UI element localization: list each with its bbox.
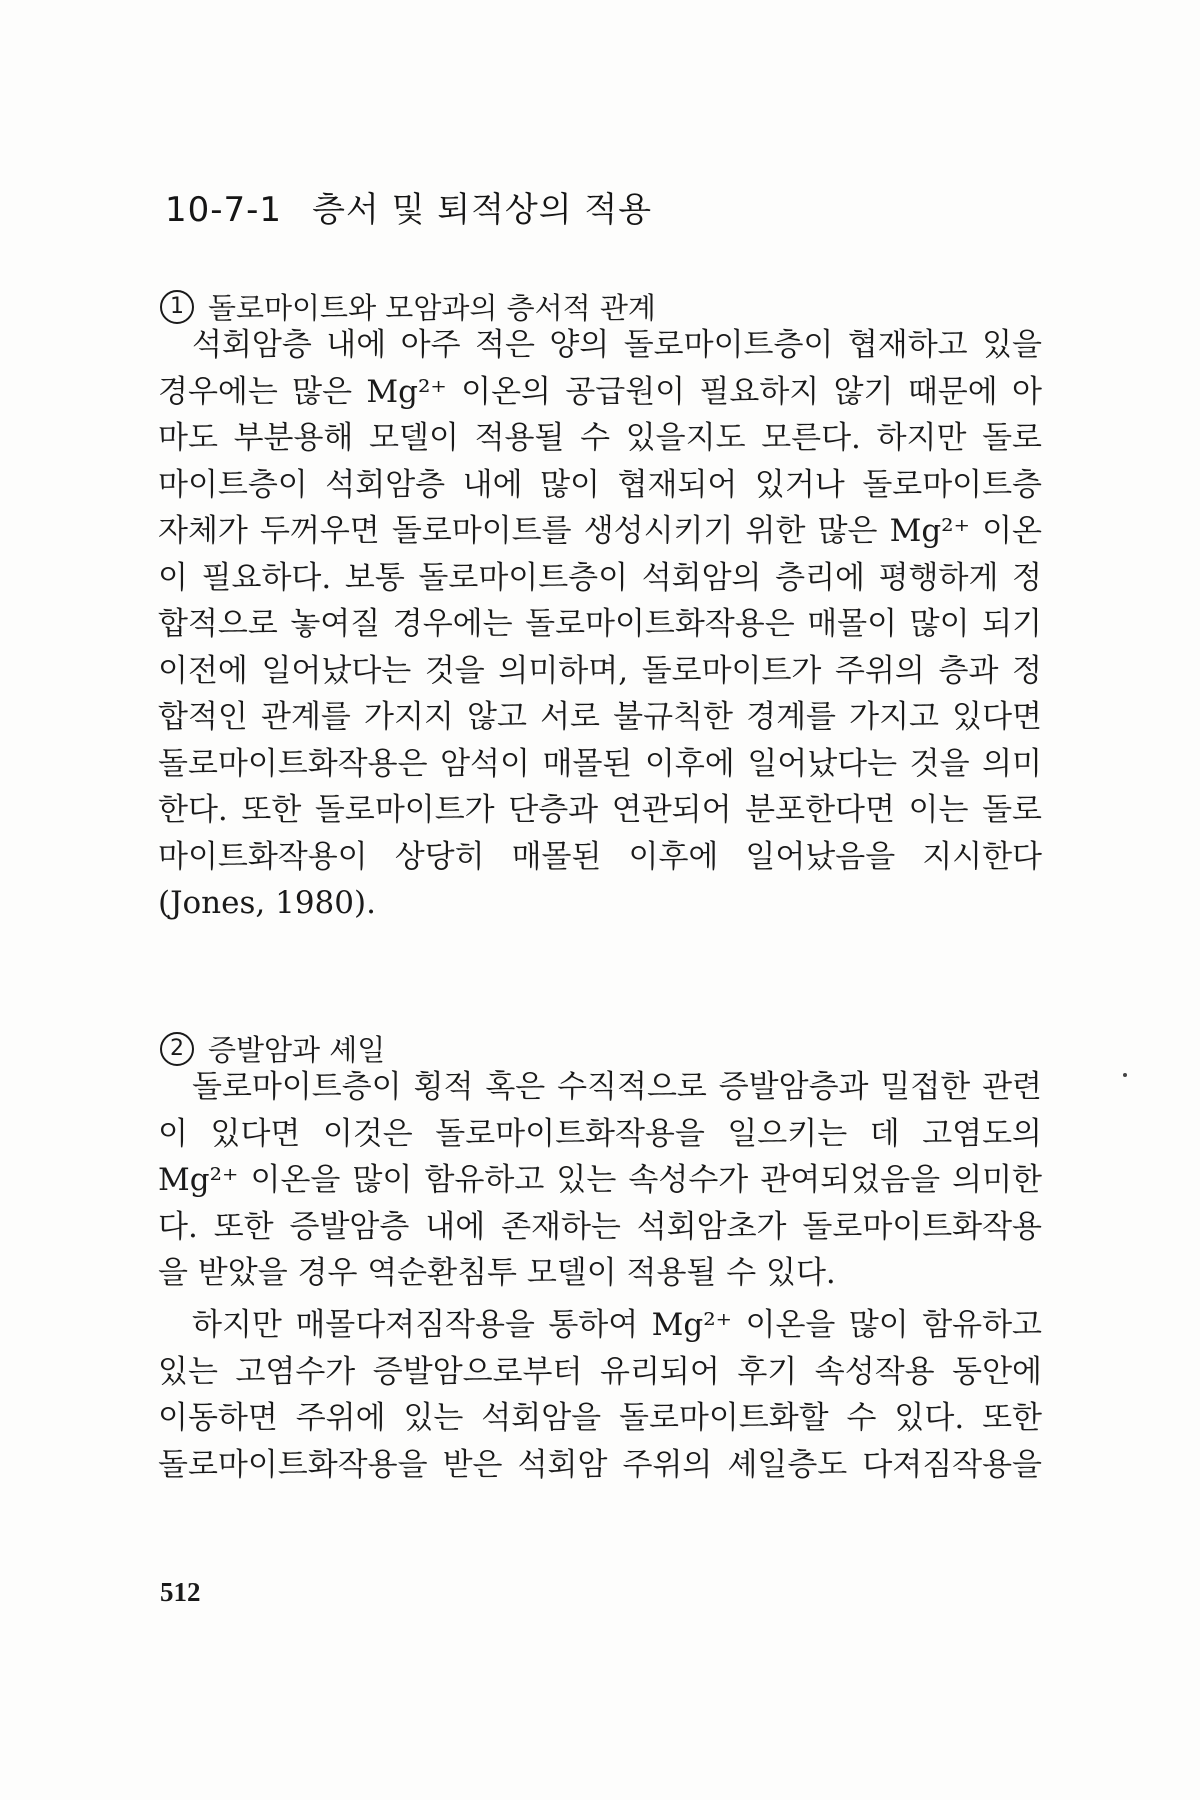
text-line: 합적인 관계를 가지지 않고 서로 불규칙한 경계를 가지고 있다면 — [158, 699, 1042, 735]
text-line: 경우에는 많은 Mg²⁺ 이온의 공급원이 필요하지 않기 때문에 아 — [158, 373, 1042, 410]
text-line: 하지만 매몰다져짐작용을 통하여 Mg²⁺ 이온을 많이 함유하고 — [192, 1307, 1042, 1343]
text-line: Mg²⁺ 이온을 많이 함유하고 있는 속성수가 관여되었음을 의미한 — [158, 1162, 1042, 1198]
text-line: 이 필요하다. 보통 돌로마이트층이 석회암의 층리에 평행하게 정 — [158, 559, 1042, 596]
section-heading — [165, 182, 652, 231]
text-line: 을 받았을 경우 역순환침투 모델이 적용될 수 있다. — [158, 1255, 836, 1291]
text-line: (Jones, 1980). — [158, 885, 376, 921]
paragraph-evaporite-1 — [158, 1064, 1042, 1297]
subsection-heading-1 — [160, 286, 656, 327]
subsection-heading-2 — [160, 1028, 385, 1069]
text-line: 돌로마이트층이 횡적 혹은 수직적으로 증발암층과 밀접한 관련 — [192, 1069, 1042, 1105]
text-line: 돌로마이트화작용은 암석이 매몰된 이후에 일어났다는 것을 의미 — [158, 745, 1042, 782]
text-line: 마이트화작용이 상당히 매몰된 이후에 일어났음을 지시한다 — [158, 838, 1042, 875]
text-line: 한다. 또한 돌로마이트가 단층과 연관되어 분포한다면 이는 돌로 — [158, 792, 1042, 828]
text-line: 이 있다면 이것은 돌로마이트화작용을 일으키는 데 고염도의 — [158, 1115, 1042, 1152]
subsection-title-2: 증발암과 셰일 — [208, 1033, 386, 1067]
text-line: 다. 또한 증발암층 내에 존재하는 석회암초가 돌로마이트화작용 — [158, 1208, 1042, 1245]
text-line: 마이트층이 석회암층 내에 많이 협재되어 있거나 돌로마이트층 — [158, 466, 1042, 503]
text-line: 돌로마이트화작용을 받은 석회암 주위의 셰일층도 다져짐작용을 — [158, 1446, 1042, 1483]
text-line: 이전에 일어났다는 것을 의미하며, 돌로마이트가 주위의 층과 정 — [158, 652, 1042, 689]
section-title: 층서 및 퇴적상의 적용 — [312, 190, 653, 230]
text-line: 마도 부분용해 모델이 적용될 수 있을지도 모른다. 하지만 돌로 — [158, 420, 1042, 456]
text-line: 있는 고염수가 증발암으로부터 유리되어 후기 속성작용 동안에 — [158, 1353, 1042, 1390]
circled-number-2: 2 — [160, 1032, 194, 1066]
text-line: 합적으로 놓여질 경우에는 돌로마이트화작용은 매몰이 많이 되기 — [158, 606, 1042, 642]
subsection-title-1: 돌로마이트와 모암과의 층서적 관계 — [208, 291, 656, 325]
section-number: 10-7-1 — [165, 190, 283, 230]
circled-number-1: 1 — [160, 290, 194, 324]
paragraph-stratigraphic-relation — [158, 322, 1042, 927]
text-line: 석회암층 내에 아주 적은 양의 돌로마이트층이 협재하고 있을 — [192, 327, 1042, 363]
text-line: 자체가 두꺼우면 돌로마이트를 생성시키기 위한 많은 Mg²⁺ 이온 — [158, 513, 1042, 549]
text-line: 이동하면 주위에 있는 석회암을 돌로마이트화할 수 있다. 또한 — [158, 1400, 1042, 1436]
paragraph-evaporite-2 — [158, 1302, 1042, 1488]
page-number: 512 — [160, 1577, 201, 1607]
margin-dot — [1123, 1073, 1127, 1077]
